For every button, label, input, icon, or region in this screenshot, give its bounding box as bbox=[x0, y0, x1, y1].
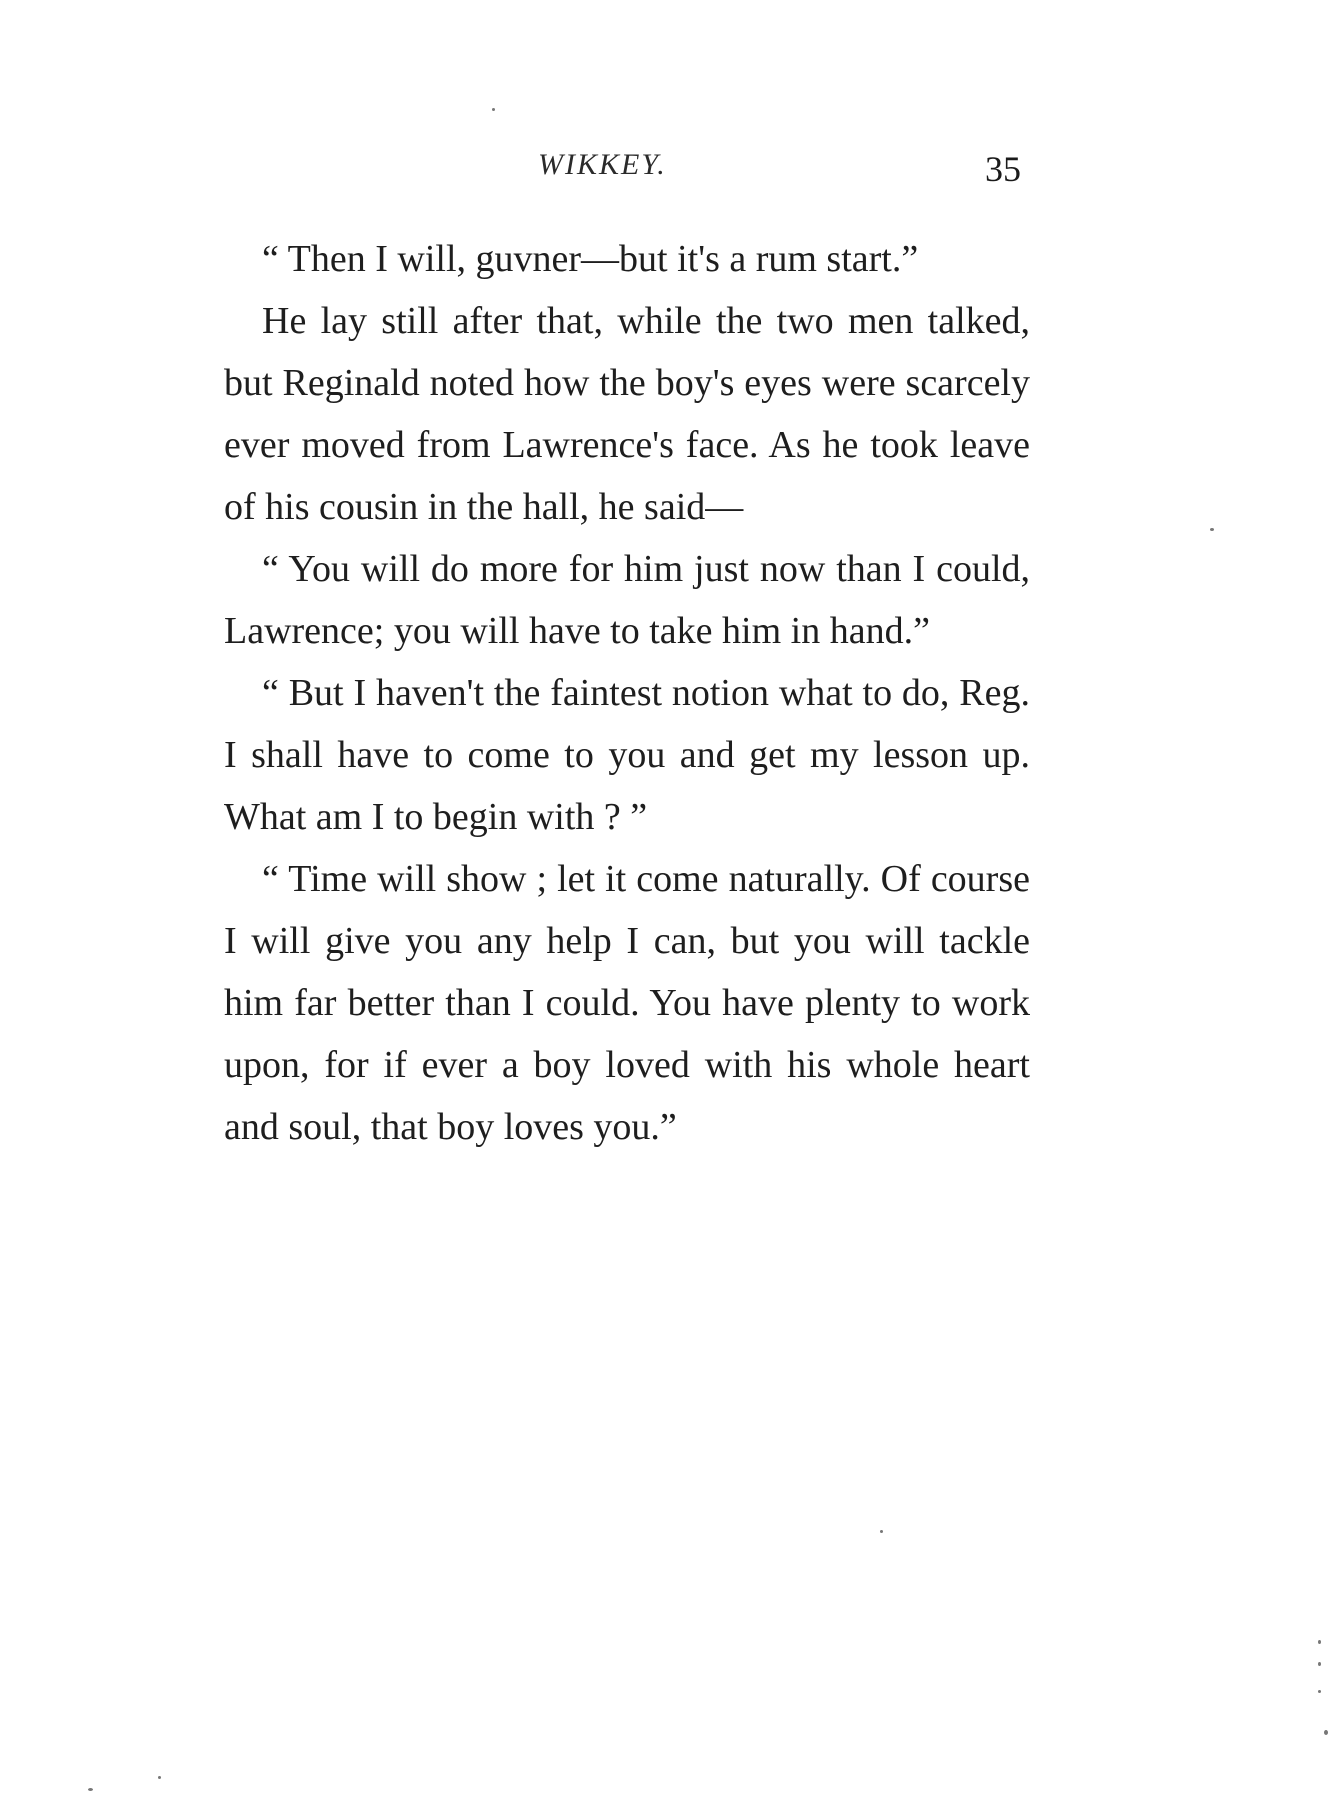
paragraph-3: “ You will do more for him just now than I could, Lawrence; you will have to take him in hand.” bbox=[224, 548, 1030, 652]
scan-speck bbox=[88, 1788, 93, 1791]
scan-speck bbox=[492, 108, 495, 111]
scan-speck bbox=[1324, 1730, 1328, 1735]
scan-speck bbox=[158, 1776, 161, 1779]
scan-speck bbox=[1318, 1640, 1321, 1644]
running-head bbox=[228, 148, 1028, 198]
scan-speck bbox=[1210, 528, 1214, 531]
scan-speck bbox=[880, 1530, 883, 1533]
paragraph-5: “ Time will show ; let it come naturally. Of course I will give you any help I can, but you will tackle him far better than I could. You have plenty to work upon, for if ever a boy loved with his whole heart and soul, that boy loves you.” bbox=[224, 858, 1030, 1148]
paragraph-2: He lay still after that, while the two men talked, but Reginald noted how the boy's eyes were scarcely ever moved from Lawrence's face. As he took leave of his cousin in the hall, he said— bbox=[224, 300, 1030, 528]
scan-speck bbox=[1318, 1662, 1321, 1666]
paragraph-4: “ But I haven't the faintest notion what to do, Reg. I shall have to come to you and get my lesson up. What am I to begin with ? ” bbox=[224, 672, 1030, 838]
paragraph-1: “ Then I will, guvner—but it's a rum start.” bbox=[262, 238, 919, 280]
scan-speck bbox=[1318, 1690, 1321, 1693]
body-text bbox=[224, 228, 1030, 1158]
page-number: 35 bbox=[985, 149, 1021, 189]
running-title: WIKKEY. bbox=[538, 148, 667, 181]
